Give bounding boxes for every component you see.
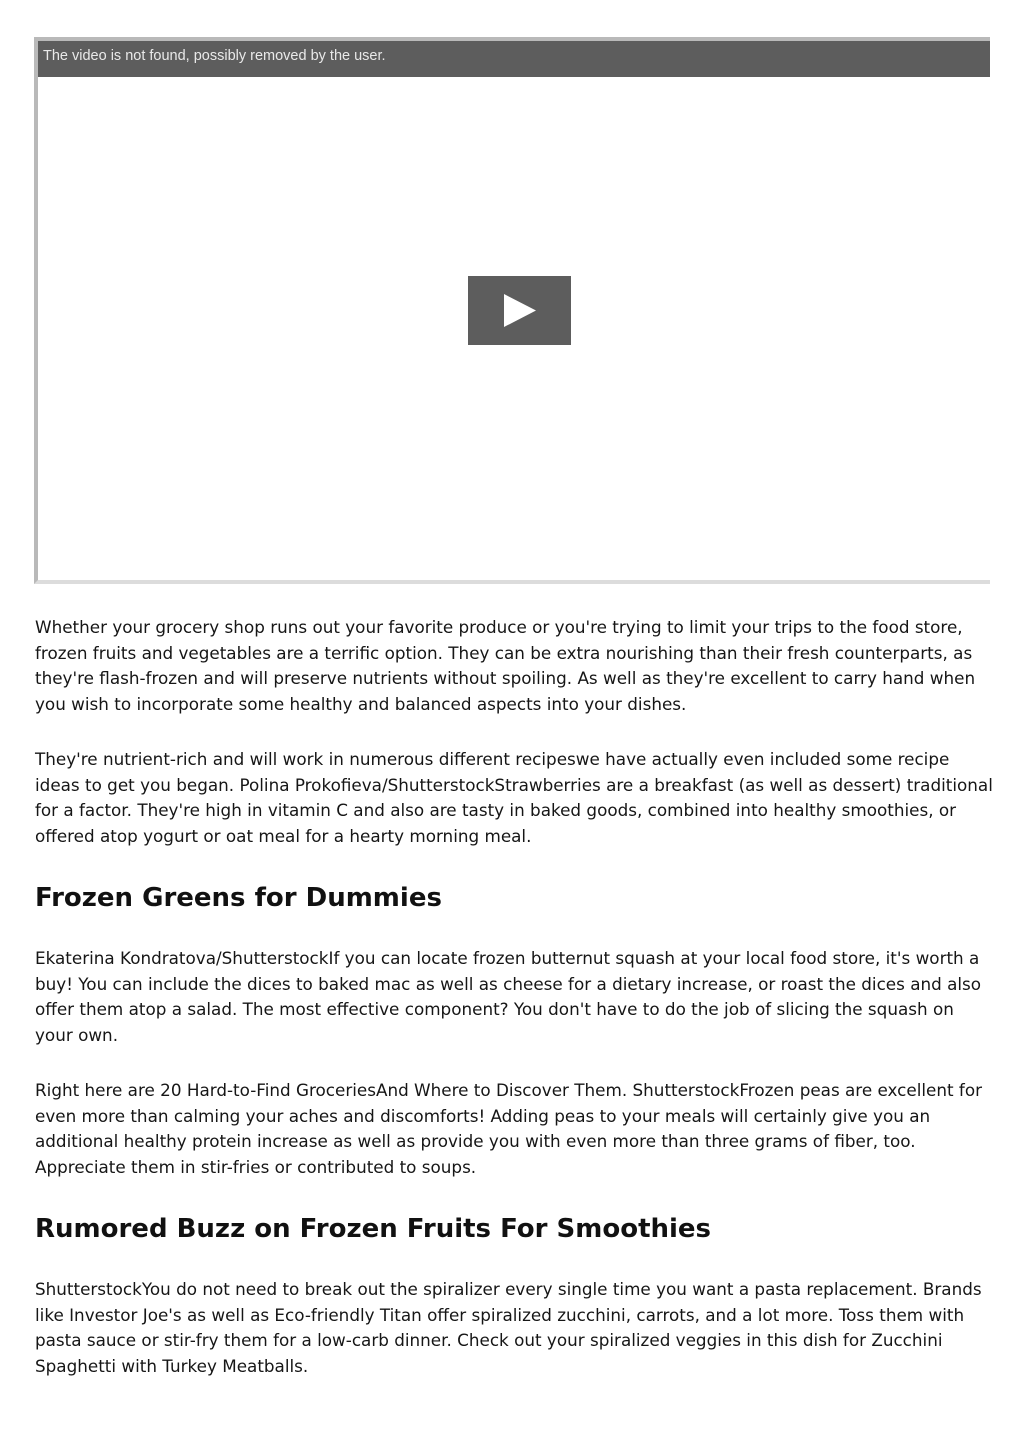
play-icon xyxy=(468,276,571,345)
article-paragraph: Right here are 20 Hard-to-Find GroceriesAnd Where to Discover Them. ShutterstockFrozen peas are excellent for even more than calming your aches and discomforts! Adding peas to your meals will certainly give you an additional healthy protein increase as well as provide you with even more than three grams of fiber, too. Appreciate them in stir-fries or contributed to soups. xyxy=(35,1080,982,1178)
section-heading: Frozen Greens for Dummies xyxy=(35,883,442,913)
article-paragraph: Ekaterina Kondratova/ShutterstockIf you can locate frozen butternut squash at your local food store, it's worth a buy! You can include the dices to baked mac as well as cheese for a dietary increase, or roast the dices and also offer them atop a salad. The most effective component? You don't have to do the job of slicing the squash on your own. xyxy=(35,948,982,1046)
article-paragraph: ShutterstockYou do not need to break out the spiralizer every single time you want a pasta replacement. Brands like Investor Joe's as well as Eco-friendly Titan offer spiralized zucchini, carrots, and a lot more. Toss them with pasta sauce or stir-fry them for a low-carb dinner. Check out your spiralized veggies in this dish for Zucchini Spaghetti with Turkey Meatballs. xyxy=(35,1279,982,1377)
article-paragraph: Whether your grocery shop runs out your favorite produce or you're trying to limit your trips to the food store, frozen fruits and vegetables are a terrific option. They can be extra nourishing than their fresh counterparts, as they're flash-frozen and will preserve nutrients without spoiling. As well as they're excellent to carry hand when you wish to incorporate some healthy and balanced aspects into your dishes. xyxy=(35,617,976,715)
video-error-message: The video is not found, possibly removed by the user. xyxy=(43,48,386,64)
video-embed[interactable] xyxy=(34,37,990,584)
section-heading: Rumored Buzz on Frozen Fruits For Smoothies xyxy=(35,1214,712,1244)
play-button[interactable] xyxy=(468,276,571,345)
video-error-bar xyxy=(38,41,990,77)
article-paragraph: They're nutrient-rich and will work in numerous different recipeswe have actually even included some recipe ideas to get you began. Polina Prokofieva/ShutterstockStrawberries are a breakfast (as well as dessert) traditional for a factor. They're high in vitamin C and also are tasty in baked goods, combined into healthy smoothies, or offered atop yogurt or oat meal for a hearty morning meal. xyxy=(35,749,993,847)
